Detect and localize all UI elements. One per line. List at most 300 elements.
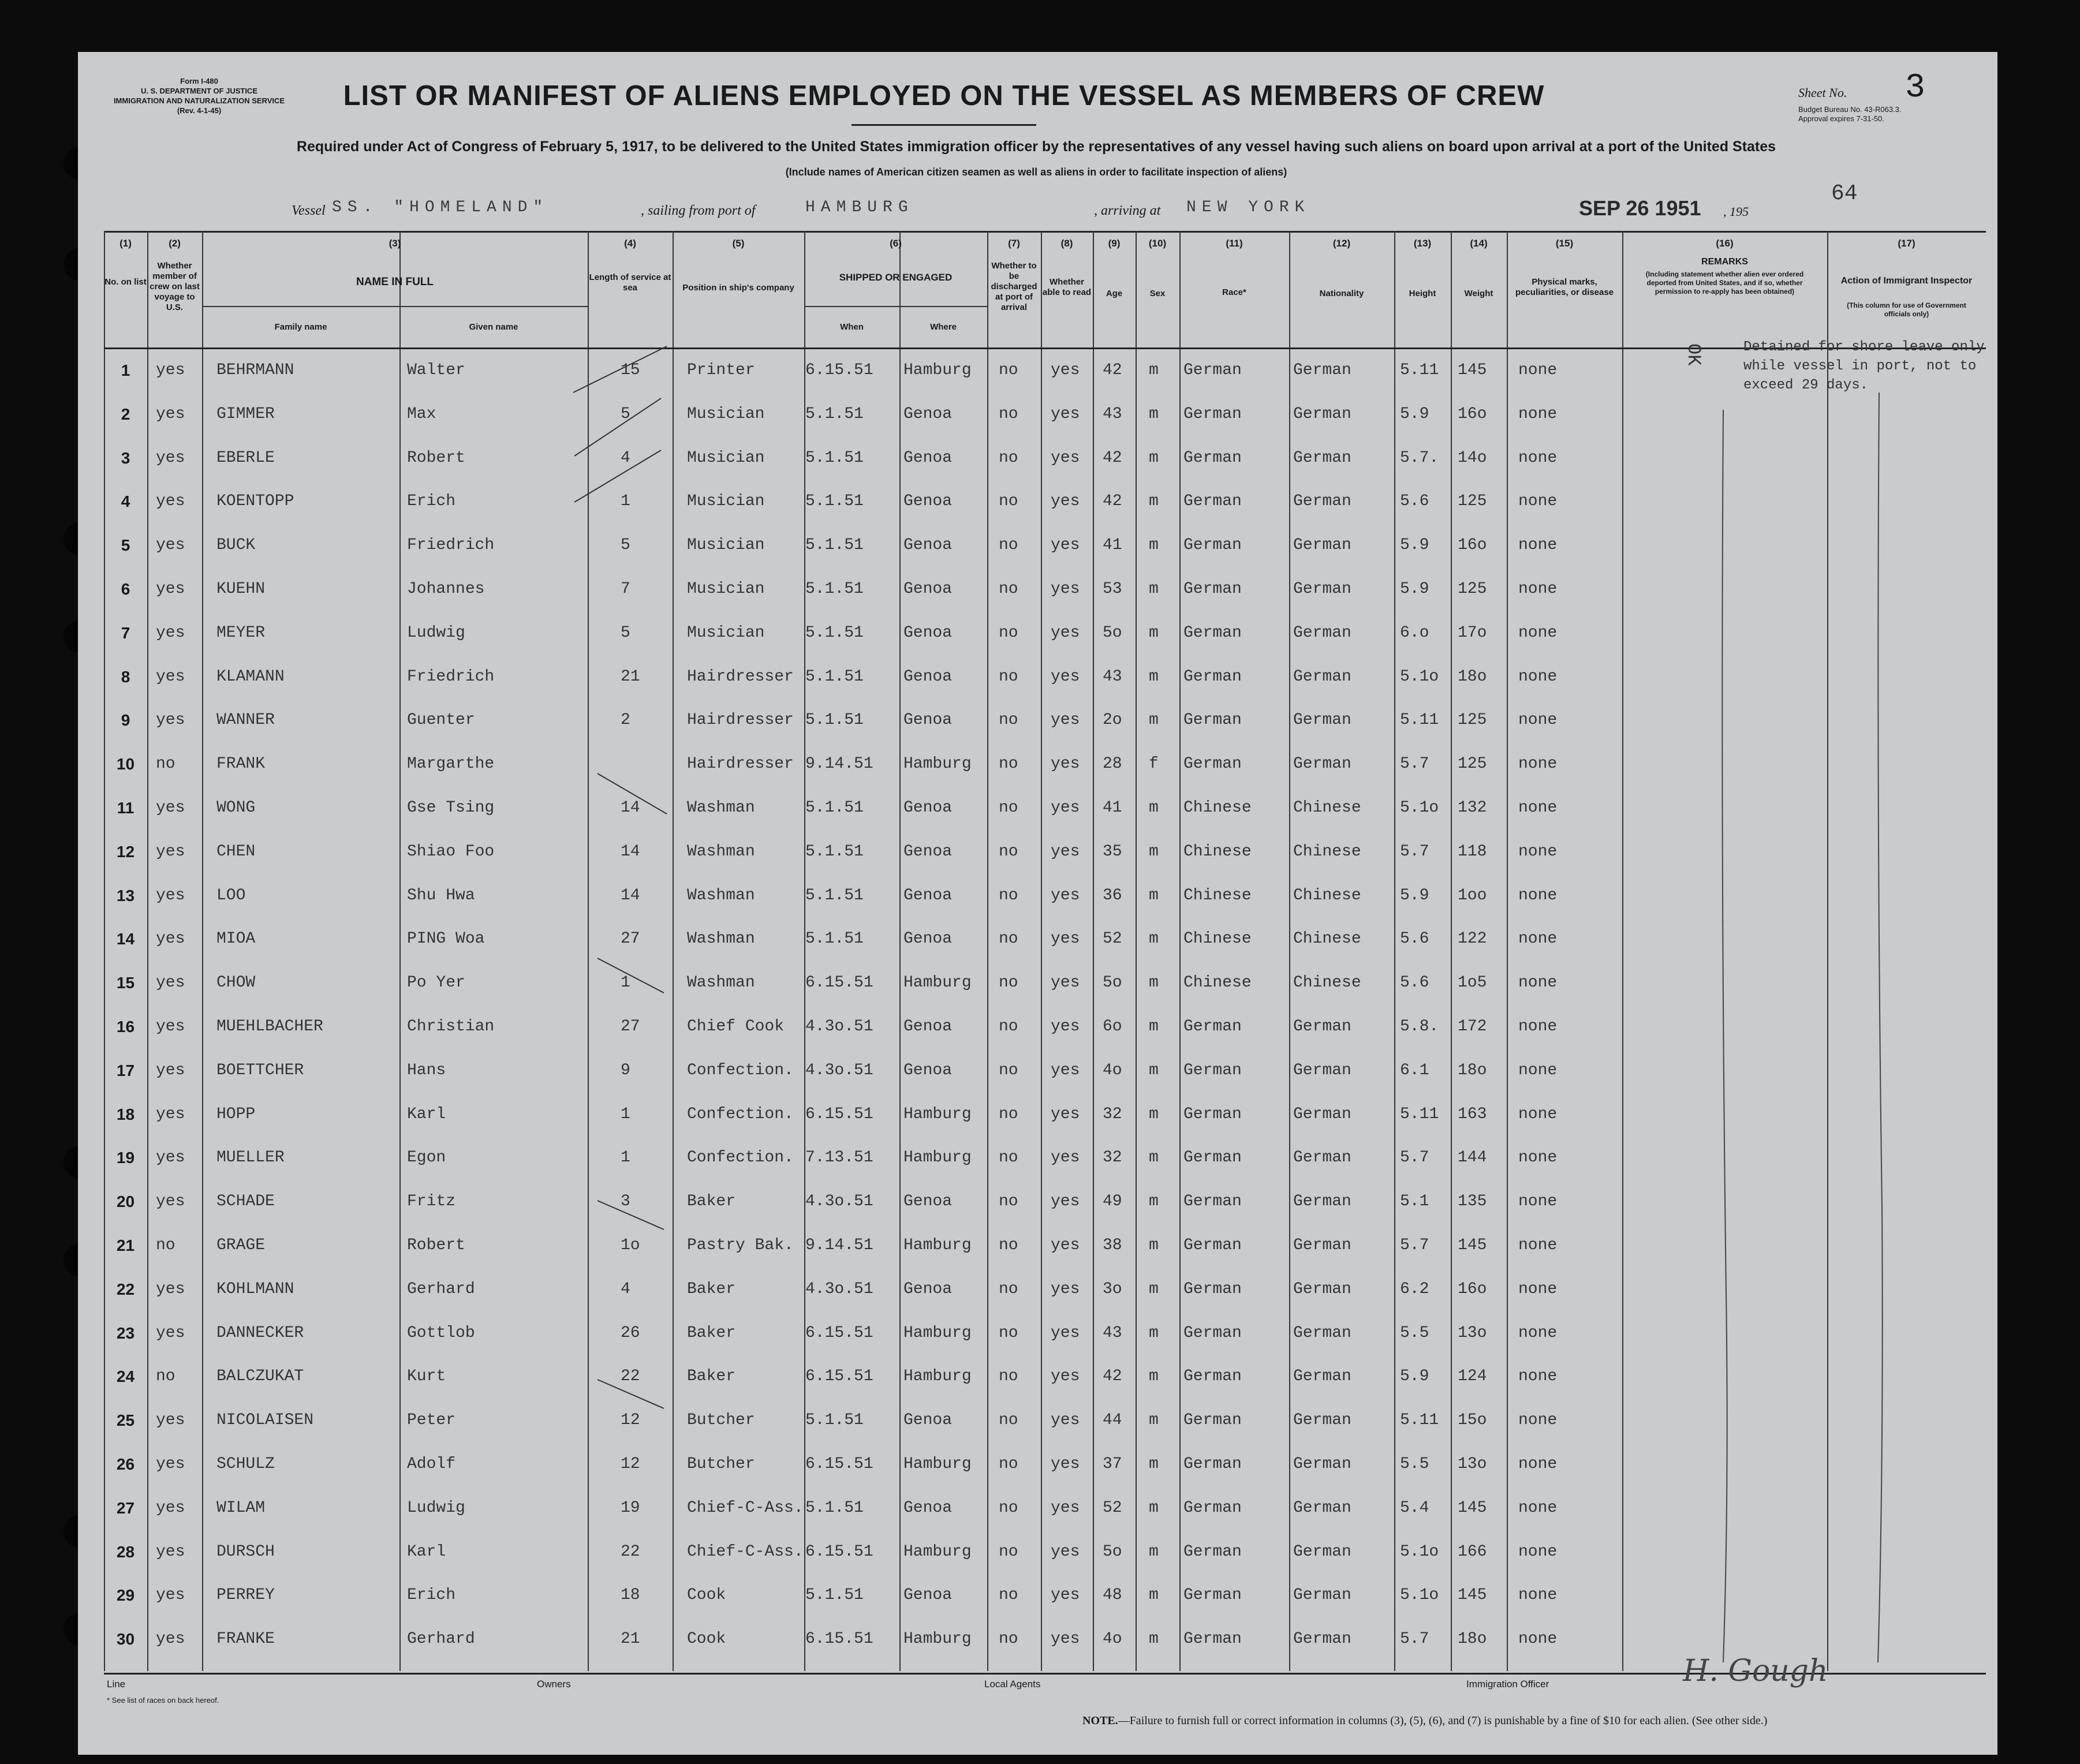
able-to-read-cell: yes [1051, 799, 1080, 817]
service-cell: 12 [621, 1411, 640, 1430]
age-cell: 38 [1103, 1236, 1122, 1254]
family-name-cell: PERREY [216, 1586, 275, 1605]
position-cell: Confection. [687, 1105, 794, 1123]
height-cell: 5.1o [1400, 1586, 1439, 1605]
discharged-cell: no [999, 711, 1018, 730]
position-cell: Hairdresser [687, 755, 794, 773]
height-cell: 5.11 [1400, 711, 1439, 730]
shipped-when-cell: 6.15.51 [805, 1542, 873, 1561]
age-cell: 36 [1103, 886, 1122, 905]
officer-signature: H. Gough [1683, 1654, 1828, 1688]
given-name-cell: Shiao Foo [407, 842, 495, 861]
race-cell: German [1183, 667, 1242, 686]
service-column-strike [574, 450, 661, 502]
able-to-read-cell: yes [1051, 1018, 1080, 1036]
age-cell: 43 [1103, 1324, 1122, 1342]
race-cell: German [1183, 361, 1242, 379]
family-name-cell: FRANK [216, 755, 266, 773]
row-number: 9 [121, 711, 130, 730]
shipped-where-cell: Hamburg [903, 755, 972, 773]
shipped-when-cell: 5.1.51 [805, 405, 864, 423]
age-cell: 5o [1103, 974, 1122, 992]
discharged-cell: no [999, 1324, 1018, 1342]
last-voyage-cell: yes [156, 361, 185, 379]
sex-cell: m [1149, 930, 1159, 948]
service-cell: 18 [621, 1586, 640, 1605]
nationality-cell: German [1293, 1498, 1351, 1517]
physical-marks-cell: none [1518, 1018, 1558, 1036]
age-cell: 42 [1103, 361, 1122, 379]
sex-cell: m [1149, 1630, 1159, 1649]
shipped-where-cell: Hamburg [903, 1236, 972, 1254]
col-2-header: Whether member of crew on last voyage to U.S. [150, 261, 200, 312]
given-name-cell: Ludwig [407, 1498, 465, 1517]
shipped-where-cell: Genoa [903, 1411, 953, 1430]
height-cell: 5.11 [1400, 361, 1439, 379]
family-name-cell: GIMMER [216, 405, 275, 423]
footer-note [1082, 1714, 1767, 1728]
nationality-cell: German [1293, 492, 1351, 511]
height-cell: 5.9 [1400, 1367, 1429, 1386]
discharged-cell: no [999, 405, 1018, 423]
footer-owners: Owners [537, 1679, 571, 1690]
family-name-cell: FRANKE [216, 1630, 275, 1649]
physical-marks-cell: none [1518, 1324, 1558, 1342]
physical-marks-cell: none [1518, 1498, 1558, 1517]
service-cell: 5 [621, 405, 630, 423]
nationality-cell: German [1293, 711, 1351, 730]
shipped-when-cell: 6.15.51 [805, 974, 873, 992]
shipped-where-cell: Hamburg [903, 1542, 972, 1561]
service-cell: 27 [621, 1018, 640, 1036]
shipped-where-cell: Hamburg [903, 1630, 972, 1649]
service-cell: 9 [621, 1061, 630, 1079]
last-voyage-cell: yes [156, 1324, 185, 1342]
footer-line-label: Line [107, 1679, 126, 1690]
form-number: Form I-480 [180, 77, 218, 85]
race-cell: German [1183, 1542, 1242, 1561]
height-cell: 5.9 [1400, 886, 1429, 905]
sex-cell: m [1149, 842, 1159, 861]
shipped-where-cell: Genoa [903, 1498, 953, 1517]
physical-marks-cell: none [1518, 1455, 1558, 1473]
family-name-cell: WONG [216, 799, 256, 817]
shipped-where-cell: Genoa [903, 1018, 953, 1036]
family-name-cell: EBERLE [216, 449, 275, 467]
family-name-cell: KUEHN [216, 580, 266, 598]
family-name-cell: DURSCH [216, 1542, 275, 1561]
family-name-cell: CHOW [216, 974, 256, 992]
weight-cell: 125 [1458, 492, 1487, 511]
shipped-when-cell: 4.3o.51 [805, 1280, 873, 1298]
service-cell: 4 [621, 1280, 630, 1298]
row-number: 8 [121, 667, 130, 686]
service-column-strike [598, 958, 664, 993]
weight-cell: 125 [1458, 755, 1487, 773]
physical-marks-cell: none [1518, 361, 1558, 379]
family-name-cell: MIOA [216, 930, 256, 948]
given-name-cell: Friedrich [407, 536, 495, 555]
physical-marks-cell: none [1518, 623, 1558, 642]
shipped-where-cell: Genoa [903, 711, 953, 730]
position-cell: Washman [687, 799, 755, 817]
sex-cell: m [1149, 667, 1159, 686]
row-number: 2 [121, 405, 130, 423]
sex-cell: m [1149, 886, 1159, 905]
weight-cell: 125 [1458, 580, 1487, 598]
physical-marks-cell: none [1518, 536, 1558, 555]
shipped-when-cell: 6.15.51 [805, 1324, 873, 1342]
family-name-cell: MEYER [216, 623, 266, 642]
page-title: LIST OR MANIFEST OF ALIENS EMPLOYED ON THE VESSEL AS MEMBERS OF CREW [343, 80, 1545, 111]
given-name-cell: Guenter [407, 711, 475, 730]
physical-marks-cell: none [1518, 1105, 1558, 1123]
sheet-number-value: 3 [1905, 69, 1925, 107]
height-cell: 5.9 [1400, 405, 1429, 423]
age-cell: 52 [1103, 930, 1122, 948]
height-cell: 5.11 [1400, 1105, 1439, 1123]
weight-cell: 132 [1458, 799, 1487, 817]
family-name-cell: MUELLER [216, 1149, 285, 1167]
discharged-cell: no [999, 1455, 1018, 1473]
given-name-cell: Christian [407, 1018, 495, 1036]
shipped-where-cell: Hamburg [903, 361, 972, 379]
age-cell: 42 [1103, 1367, 1122, 1386]
service-cell: 21 [621, 1630, 640, 1649]
subtitle-note: (Include names of American citizen seamen as well as aliens in order to facilitate inspection of aliens) [785, 166, 1287, 178]
position-cell: Cook [687, 1630, 726, 1649]
able-to-read-cell: yes [1051, 1411, 1080, 1430]
height-cell: 5.7 [1400, 842, 1429, 861]
service-cell: 1 [621, 492, 630, 511]
race-cell: German [1183, 755, 1242, 773]
sex-cell: m [1149, 580, 1159, 598]
shipped-when-cell: 5.1.51 [805, 667, 864, 686]
col-13-header: Height [1409, 289, 1436, 298]
last-voyage-cell: yes [156, 1149, 185, 1167]
weight-cell: 14o [1458, 449, 1487, 467]
row-number: 4 [121, 492, 130, 511]
family-name-cell: MUEHLBACHER [216, 1018, 323, 1036]
race-cell: German [1183, 1411, 1242, 1430]
age-cell: 48 [1103, 1586, 1122, 1605]
col-11-header: Race* [1222, 287, 1246, 297]
service-cell: 5 [621, 536, 630, 555]
col-10-header: Sex [1149, 289, 1166, 298]
position-cell: Musician [687, 405, 765, 423]
able-to-read-cell: yes [1051, 842, 1080, 861]
able-to-read-cell: yes [1051, 492, 1080, 511]
given-name-cell: Karl [407, 1542, 446, 1561]
position-cell: Pastry Bak. [687, 1236, 794, 1254]
form-service: IMMIGRATION AND NATURALIZATION SERVICE [113, 96, 285, 105]
nationality-cell: German [1293, 1367, 1351, 1386]
col-15-header: Physical marks, peculiarities, or disease [1515, 277, 1614, 297]
weight-cell: 145 [1458, 1586, 1487, 1605]
position-cell: Hairdresser [687, 711, 794, 730]
discharged-cell: no [999, 1542, 1018, 1561]
nationality-cell: German [1293, 536, 1351, 555]
able-to-read-cell: yes [1051, 1455, 1080, 1473]
discharged-cell: no [999, 1236, 1018, 1254]
service-cell: 26 [621, 1324, 640, 1342]
sex-cell: m [1149, 1542, 1159, 1561]
given-name-cell: Gse Tsing [407, 799, 495, 817]
row-number: 16 [116, 1018, 135, 1036]
shipped-when-cell: 5.1.51 [805, 930, 864, 948]
age-cell: 6o [1103, 1018, 1122, 1036]
row-number: 13 [116, 886, 135, 905]
shipped-where-cell: Hamburg [903, 1149, 972, 1167]
form-revision: (Rev. 4-1-45) [177, 106, 222, 115]
last-voyage-cell: yes [156, 623, 185, 642]
sex-cell: m [1149, 405, 1159, 423]
row-number: 26 [116, 1455, 135, 1473]
position-cell: Cook [687, 1586, 726, 1605]
discharged-cell: no [999, 1498, 1018, 1517]
discharged-cell: no [999, 1149, 1018, 1167]
subtitle: Required under Act of Congress of February 5, 1917, to be delivered to the United States immigration officer by the representatives of any vessel having such aliens on board upon arrival at a port of the United States [296, 139, 1776, 155]
remarks-line-1: Detained for shore leave only [1743, 339, 1985, 355]
position-cell: Musician [687, 492, 765, 511]
row-number: 27 [116, 1498, 135, 1517]
height-cell: 5.7 [1400, 1236, 1429, 1254]
col-3-header: NAME IN FULL [356, 276, 434, 288]
weight-cell: 16o [1458, 405, 1487, 423]
discharged-cell: no [999, 1193, 1018, 1211]
height-cell: 5.9 [1400, 580, 1429, 598]
year-label: , 195 [1723, 204, 1749, 219]
service-cell: 14 [621, 842, 640, 861]
given-name-cell: Ludwig [407, 623, 465, 642]
given-name-cell: Gerhard [407, 1280, 475, 1298]
col-3a-header: Family name [274, 322, 327, 332]
given-name-cell: Erich [407, 1586, 456, 1605]
position-cell: Baker [687, 1324, 736, 1342]
manifest-sheet [78, 52, 1997, 1755]
service-cell: 1o [621, 1236, 640, 1254]
remarks-line-3: exceed 29 days. [1743, 378, 1869, 393]
race-cell: German [1183, 492, 1242, 511]
last-voyage-cell: yes [156, 1411, 185, 1430]
nationality-cell: German [1293, 361, 1351, 379]
shipped-when-cell: 6.15.51 [805, 1367, 873, 1386]
height-cell: 5.4 [1400, 1498, 1429, 1517]
physical-marks-cell: none [1518, 755, 1558, 773]
sex-cell: m [1149, 1324, 1159, 1342]
sex-cell: m [1149, 1280, 1159, 1298]
race-cell: Chinese [1183, 799, 1252, 817]
given-name-cell: Adolf [407, 1455, 456, 1473]
able-to-read-cell: yes [1051, 580, 1080, 598]
shipped-when-cell: 5.1.51 [805, 799, 864, 817]
physical-marks-cell: none [1518, 1630, 1558, 1649]
weight-cell: 18o [1458, 667, 1487, 686]
discharged-cell: no [999, 974, 1018, 992]
weight-cell: 18o [1458, 1061, 1487, 1079]
discharged-cell: no [999, 842, 1018, 861]
height-cell: 5.6 [1400, 492, 1429, 511]
family-name-cell: KOHLMANN [216, 1280, 294, 1298]
nationality-cell: German [1293, 405, 1351, 423]
position-cell: Confection. [687, 1061, 794, 1079]
sex-cell: m [1149, 449, 1159, 467]
discharged-cell: no [999, 536, 1018, 555]
race-cell: German [1183, 1630, 1242, 1649]
sex-cell: f [1149, 755, 1159, 773]
physical-marks-cell: none [1518, 492, 1558, 511]
last-voyage-cell: yes [156, 1630, 185, 1649]
shipped-where-cell: Genoa [903, 449, 953, 467]
discharged-cell: no [999, 886, 1018, 905]
position-cell: Printer [687, 361, 755, 379]
race-cell: Chinese [1183, 930, 1252, 948]
nationality-cell: German [1293, 1105, 1351, 1123]
able-to-read-cell: yes [1051, 886, 1080, 905]
shipped-where-cell: Genoa [903, 886, 953, 905]
age-cell: 42 [1103, 449, 1122, 467]
shipped-where-cell: Genoa [903, 667, 953, 686]
sex-cell: m [1149, 1236, 1159, 1254]
weight-cell: 1o5 [1458, 974, 1487, 992]
row-number: 29 [116, 1586, 135, 1605]
discharged-cell: no [999, 1018, 1018, 1036]
row-number: 10 [116, 755, 135, 773]
note-label: NOTE. [1082, 1714, 1118, 1727]
row-number: 12 [116, 842, 135, 861]
remarks-line-2: while vessel in port, not to [1743, 358, 1977, 374]
nationality-cell: Chinese [1293, 842, 1361, 861]
col-17-subheader: (This column for use of Government officials only) [1847, 301, 1966, 318]
col-2-number: (2) [169, 238, 181, 249]
shipped-when-cell: 5.1.51 [805, 580, 864, 598]
sailing-label: , sailing from port of [641, 203, 756, 218]
weight-cell: 16o [1458, 536, 1487, 555]
shipped-when-cell: 5.1.51 [805, 1498, 864, 1517]
given-name-cell: Margarthe [407, 755, 495, 773]
row-number: 11 [117, 799, 135, 817]
physical-marks-cell: none [1518, 799, 1558, 817]
service-column-strike [598, 773, 667, 814]
row-number: 28 [116, 1542, 135, 1561]
row-number: 19 [116, 1149, 135, 1167]
height-cell: 5.8. [1400, 1018, 1439, 1036]
vessel-name: SS. "HOMELAND" [332, 199, 549, 216]
last-voyage-cell: yes [156, 842, 185, 861]
weight-cell: 144 [1458, 1149, 1487, 1167]
able-to-read-cell: yes [1051, 1280, 1080, 1298]
sex-cell: m [1149, 536, 1159, 555]
last-voyage-cell: yes [156, 580, 185, 598]
last-voyage-cell: yes [156, 1586, 185, 1605]
col-6-number: (6) [890, 238, 902, 249]
sex-cell: m [1149, 1455, 1159, 1473]
service-cell: 27 [621, 930, 640, 948]
sex-cell: m [1149, 1149, 1159, 1167]
last-voyage-cell: yes [156, 1193, 185, 1211]
physical-marks-cell: none [1518, 449, 1558, 467]
row-number: 20 [116, 1193, 135, 1211]
shipped-where-cell: Genoa [903, 1280, 953, 1298]
age-cell: 42 [1103, 492, 1122, 511]
nationality-cell: German [1293, 755, 1351, 773]
last-voyage-cell: yes [156, 1061, 185, 1079]
able-to-read-cell: yes [1051, 1149, 1080, 1167]
last-voyage-cell: yes [156, 974, 185, 992]
family-name-cell: GRAGE [216, 1236, 266, 1254]
row-number: 21 [116, 1236, 135, 1254]
row-number: 3 [121, 449, 130, 467]
age-cell: 49 [1103, 1193, 1122, 1211]
nationality-cell: German [1293, 1193, 1351, 1211]
nationality-cell: German [1293, 1018, 1351, 1036]
position-cell: Musician [687, 449, 765, 467]
weight-cell: 145 [1458, 1236, 1487, 1254]
able-to-read-cell: yes [1051, 1324, 1080, 1342]
physical-marks-cell: none [1518, 1193, 1558, 1211]
given-name-cell: Gerhard [407, 1630, 475, 1649]
service-cell: 19 [621, 1498, 640, 1517]
nationality-cell: German [1293, 1061, 1351, 1079]
weight-cell: 172 [1458, 1018, 1487, 1036]
discharged-cell: no [999, 1280, 1018, 1298]
col-13-number: (13) [1413, 238, 1432, 249]
height-cell: 6.1 [1400, 1061, 1429, 1079]
service-cell: 1 [621, 974, 630, 992]
able-to-read-cell: yes [1051, 1193, 1080, 1211]
shipped-where-cell: Genoa [903, 405, 953, 423]
height-cell: 5.1o [1400, 799, 1439, 817]
able-to-read-cell: yes [1051, 1586, 1080, 1605]
col-9-header: Age [1106, 289, 1123, 298]
race-cell: German [1183, 1586, 1242, 1605]
age-cell: 5o [1103, 623, 1122, 642]
nationality-cell: German [1293, 1586, 1351, 1605]
last-voyage-cell: yes [156, 1105, 185, 1123]
race-cell: German [1183, 623, 1242, 642]
remarks-initials: OK [1683, 343, 1704, 366]
family-name-cell: HOPP [216, 1105, 256, 1123]
sex-cell: m [1149, 1411, 1159, 1430]
service-cell: 12 [621, 1455, 640, 1473]
shipped-when-cell: 5.1.51 [805, 886, 864, 905]
nationality-cell: Chinese [1293, 974, 1361, 992]
weight-cell: 124 [1458, 1367, 1487, 1386]
given-name-cell: Kurt [407, 1367, 446, 1386]
given-name-cell: Gottlob [407, 1324, 475, 1342]
shipped-when-cell: 7.13.51 [805, 1149, 873, 1167]
col-12-header: Nationality [1319, 289, 1364, 298]
age-cell: 53 [1103, 580, 1122, 598]
sex-cell: m [1149, 623, 1159, 642]
height-cell: 5.1o [1400, 667, 1439, 686]
able-to-read-cell: yes [1051, 449, 1080, 467]
physical-marks-cell: none [1518, 1061, 1558, 1079]
given-name-cell: Erich [407, 492, 456, 511]
last-voyage-cell: yes [156, 1455, 185, 1473]
sailing-port: HAMBURG [805, 199, 914, 216]
age-cell: 4o [1103, 1630, 1122, 1649]
last-voyage-cell: yes [156, 405, 185, 423]
col-1-header: No. on list [104, 277, 147, 287]
age-cell: 44 [1103, 1411, 1122, 1430]
last-voyage-cell: no [156, 755, 175, 773]
arrival-date-stamp: SEP 26 1951 [1579, 196, 1701, 220]
age-cell: 5o [1103, 1542, 1122, 1561]
height-cell: 5.6 [1400, 930, 1429, 948]
shipped-when-cell: 5.1.51 [805, 842, 864, 861]
row-number: 5 [121, 536, 130, 555]
